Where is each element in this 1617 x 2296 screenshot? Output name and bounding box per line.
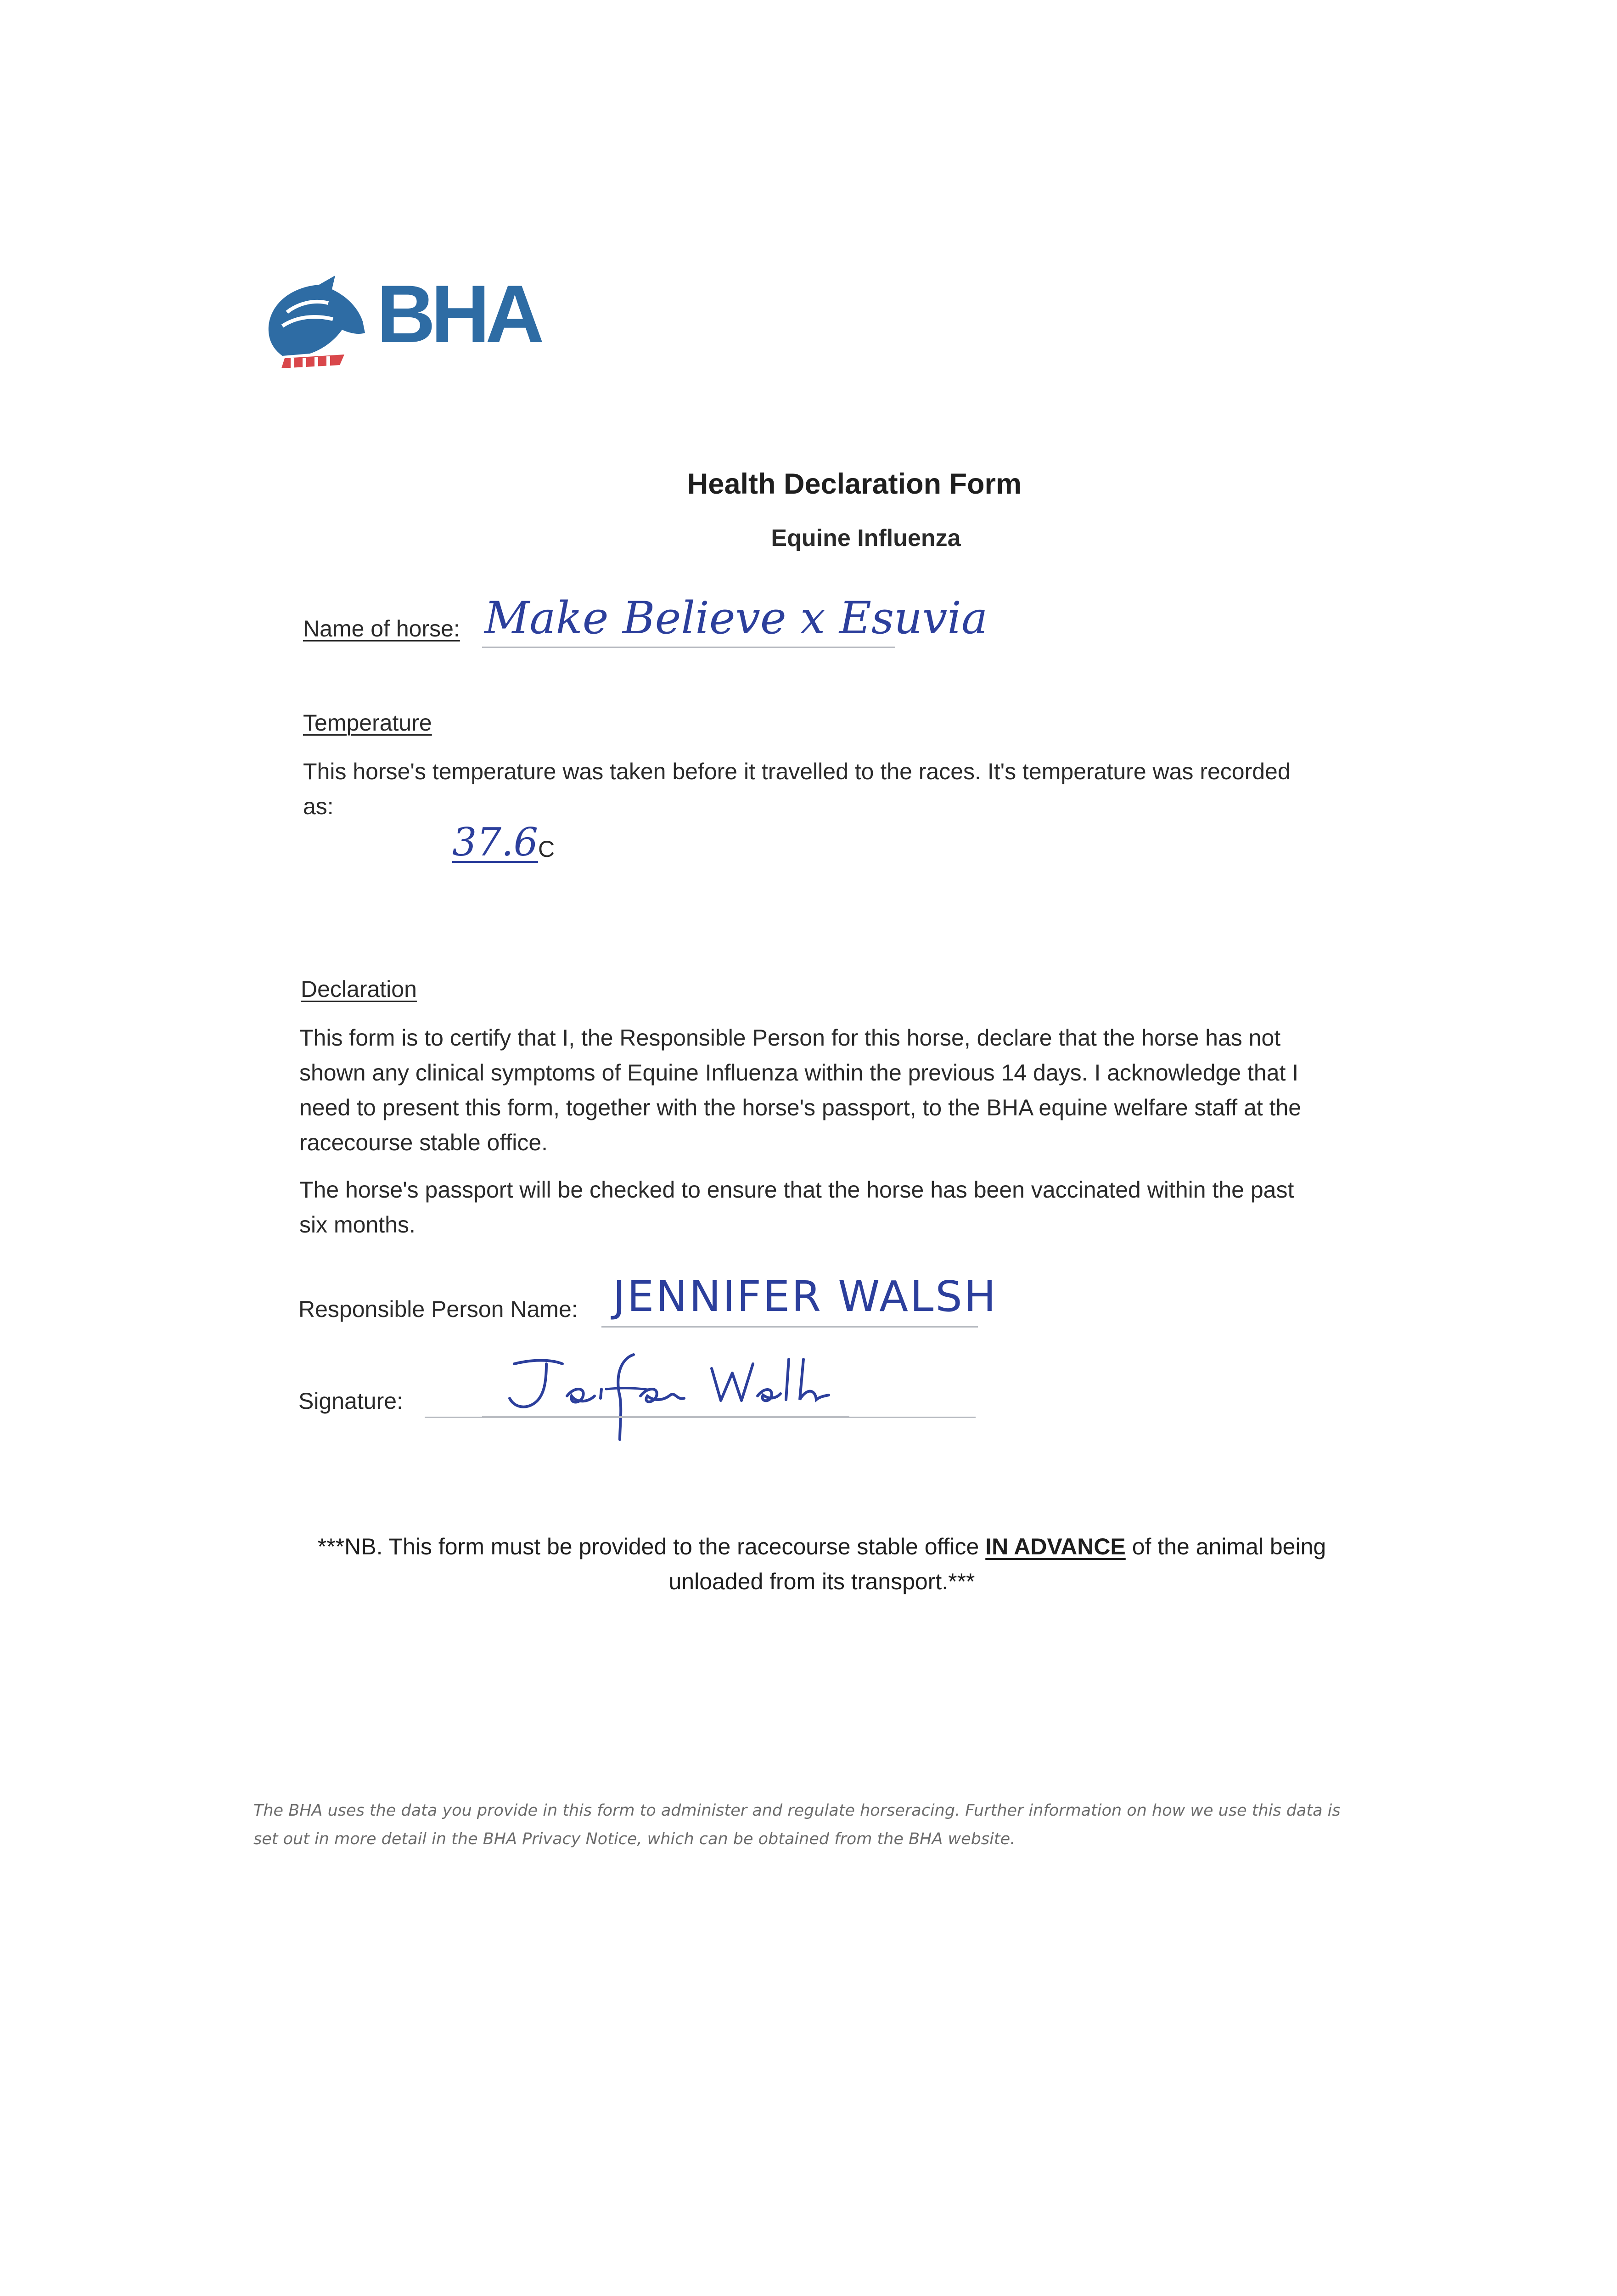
notice-prefix: ***NB. This form must be provided to the racecourse stable office <box>317 1534 986 1559</box>
responsible-person-underline <box>601 1326 978 1328</box>
temperature-unit: C <box>538 836 555 862</box>
horse-name-value: Make Believe x Esuvia <box>484 592 988 644</box>
signature-image <box>482 1345 849 1442</box>
declaration-paragraph-2: The horse's passport will be checked to ensure that the horse has been vaccinated within the past six months. <box>299 1177 1294 1238</box>
declaration-heading: Declaration <box>301 976 417 1002</box>
logo-text: BHA <box>376 268 540 360</box>
signature-underline <box>425 1417 976 1418</box>
notice-suffix: of the animal being unloaded from its transport.*** <box>668 1534 1326 1594</box>
temperature-value: 37.6 <box>452 820 539 865</box>
horse-head-logo-icon <box>255 271 374 381</box>
temperature-heading: Temperature <box>303 710 432 736</box>
signature-label: Signature: <box>298 1388 403 1414</box>
form-subtitle: Equine Influenza <box>771 525 961 551</box>
advance-notice <box>294 1529 1350 1599</box>
privacy-footer: The BHA uses the data you provide in this form to administer and regulate horseracing. Further information on how we use this data is set out in more detail in the BHA Privacy Notice, which can be obtained from the BHA website. <box>253 1801 1341 1848</box>
temperature-text: This horse's temperature was taken before it travelled to the races. It's temperature was recorded as: <box>303 759 1291 819</box>
horse-name-underline <box>482 647 895 648</box>
responsible-person-value: JENNIFER WALSH <box>613 1272 998 1321</box>
notice-emphasis: IN ADVANCE <box>985 1534 1126 1559</box>
bha-logo <box>255 268 540 381</box>
responsible-person-label: Responsible Person Name: <box>298 1296 578 1322</box>
form-title: Health Declaration Form <box>687 468 1022 500</box>
horse-name-label: Name of horse: <box>303 616 460 642</box>
declaration-paragraph-1: This form is to certify that I, the Responsible Person for this horse, declare that the horse has not shown any clinical symptoms of Equine Influenza within the previous 14 days. I acknowledge that I need to present this form, together with the horse's passport, to the BHA equine welfare staff at the racecourse stable office. <box>299 1025 1302 1155</box>
